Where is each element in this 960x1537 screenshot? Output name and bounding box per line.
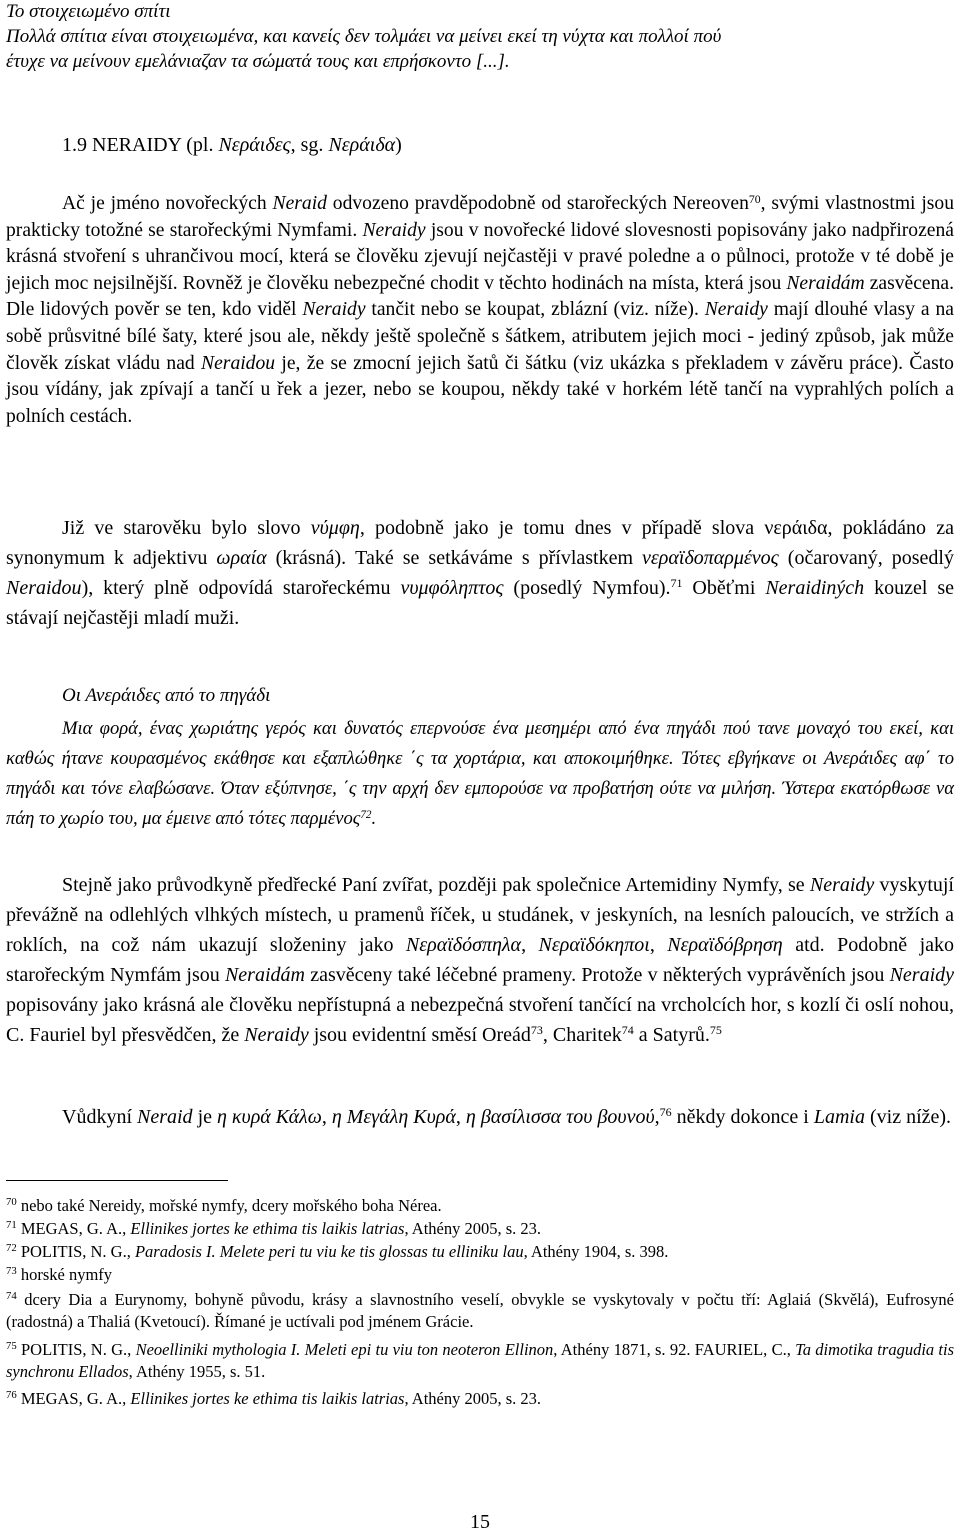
text-run: ), který plně odpovídá starořeckému (81, 577, 401, 599)
tale-text: . (371, 808, 377, 829)
italic-term: Neraidou (201, 352, 276, 374)
italic-term: Neraidy (302, 299, 366, 321)
footnote-number: 75 (6, 1339, 17, 1352)
text-run: , svými vlastnostmi jsou prakticky totožné se starořeckými Nymfami. (6, 193, 954, 241)
greek-term: νυμφόληπτος (400, 577, 504, 599)
page-number: 15 (470, 1511, 490, 1533)
italic-term: Neraid (272, 193, 327, 214)
footnote-ref: 72 (360, 808, 372, 821)
section-number: 1.9 (62, 134, 87, 156)
greek-term: Νεραϊδόβρηση (667, 934, 783, 956)
text-run: , (649, 934, 668, 956)
footnote-ref: 76 (659, 1105, 672, 1120)
footnote-text: dcery Dia a Eurynomy, bohyně původu, krásy a slavnostního veselí, obvykle se vyskytovaly v počtu tří: Aglaiá (Skvělá), Eufrosyné (radostná) a Thaliá (Kvetoucí). Římané je uctívali pod jménem Grácie. (6, 1290, 954, 1331)
italic-term: Neraidiných (765, 577, 865, 599)
footnote (6, 1195, 954, 1217)
text-run: jsou v novořecké lidové slovesnosti popisovány jako nadpřirozená krásná stvoření s uhrančivou mocí, která se člověku zjevují nejčastěji v pravé poledne a o půlnoci, protože v té době je jejich moc nejsilnější. Rovněž je člověku nebezpečné chodit v těchto hodinách na místa, která jsou (6, 219, 954, 294)
footnote-title: Ellinikes jortes ke ethima tis laikis latrias (130, 1219, 405, 1238)
text-run: odvozeno pravděpodobně od starořeckých Nereoven (326, 193, 749, 214)
footnote-ref: 73 (530, 1023, 543, 1038)
footnote (6, 1388, 954, 1410)
greek-term: Νεραϊδόσπηλα (405, 934, 522, 956)
section-singular: Νεράιδα (328, 134, 396, 156)
text-run: Již ve starověku bylo slovo (62, 517, 311, 539)
text-run: Stejně jako průvodkyně předřecké Paní zvířat, později pak společnice Artemidiny Nymfy, se (62, 874, 810, 896)
text-run: , podobně jako je tomu dnes v případě slova νεράιδα, pokládáno za synonymum k adjektivu (6, 517, 954, 569)
body-paragraph (6, 513, 954, 633)
text-run: je, že se zmocní jejich šatů či šátku (viz ukázka s překladem v závěru práce). Často jsou vídány, jak zpívají a tančí u řek a jezer, nebo se koupou, někdy také v horkém létě tančí na vyprahlých polích a polních cestách. (6, 352, 954, 427)
footnote-ref: 71 (670, 576, 683, 591)
greek-term: νύμφη (310, 517, 360, 539)
verse-line: Πολλά σπίτια είναι στοιχειωμένα, και κανείς δεν τολμάει να μείνει εκεί τη νύχτα και πολλοί πού (6, 26, 722, 47)
footnote-text: horské nymfy (16, 1265, 113, 1284)
text-run: , Charitek (542, 1024, 622, 1046)
footnote-ref: 75 (709, 1023, 722, 1038)
footnote-number: 74 (6, 1289, 17, 1302)
footnote-text: MEGAS, G. A., (16, 1219, 131, 1238)
section-heading (62, 134, 402, 157)
greek-term: Νεραϊδόκηποι (538, 934, 650, 956)
text-run: (očarovaný, posedlý (778, 547, 954, 569)
footnote-text: MEGAS, G. A., (16, 1389, 131, 1408)
footnote-number: 73 (6, 1264, 17, 1277)
section-title: NERAIDY (pl. (92, 134, 219, 156)
text-run: mají dlouhé vlasy a na sobě průsvitné bílé šaty, které jsou ale, někdy ještě společně s šátkem, atributem jejich moci - jediný způsob, jak může člověk získat vládu nad (6, 299, 954, 374)
footnote-text: POLITIS, N. G., (16, 1340, 136, 1359)
body-paragraph (6, 1102, 954, 1132)
text-run: Vůdkyní (62, 1106, 137, 1128)
footnote-title: Ta dimotika tragudia tis synchronu Ellados (6, 1340, 955, 1381)
greek-term: ωραία (216, 547, 267, 569)
footnote (6, 1264, 954, 1286)
text-run: atd. Podobně jako starořeckým Nymfám jsou (6, 934, 954, 986)
text-run: , (321, 1106, 332, 1128)
text-run: někdy dokonce i (671, 1106, 814, 1128)
section-sep: , sg. (290, 134, 329, 156)
greek-term: νεραϊδοπαρμένος (642, 547, 779, 569)
text-run: zasvěcena. Dle lidových pověr se ten, kdo viděl (6, 272, 954, 321)
italic-term: Neraidy (889, 964, 955, 986)
text-run: , (654, 1106, 660, 1128)
footnote-text: , Athény 2005, s. 23. (404, 1219, 542, 1238)
greek-term: η κυρά Κάλω (217, 1106, 322, 1128)
footnote-ref: 70 (748, 192, 761, 206)
body-paragraph (6, 870, 954, 1050)
footnote (6, 1218, 954, 1240)
text-run: Oběťmi (682, 577, 766, 599)
italic-term: Neraid (137, 1106, 193, 1128)
footnote-text: , Athény 1871, s. 92. FAURIEL, C., (553, 1340, 796, 1359)
footnote-number: 76 (6, 1388, 17, 1401)
body-paragraph (6, 191, 954, 430)
footnote-title: Neoelliniki mythologia I. Meleti epi tu viu ton neoteron Ellinon (135, 1340, 554, 1359)
text-run: Ač je jméno novořeckých (62, 193, 273, 214)
greek-term: η Μεγάλη Κυρά (331, 1106, 456, 1128)
footnote-separator (6, 1180, 228, 1181)
italic-term: Neraidám (786, 272, 865, 294)
text-run: popisovány jako krásná ale člověku nepřístupná a nebezpečná stvoření tančící na vrcholcích hor, s kozlí či oslí nohou, C. Fauriel byl přesvědčen, že (6, 994, 954, 1046)
text-run: je (192, 1106, 217, 1128)
italic-term: Neraidám (224, 964, 305, 986)
text-run: tančit nebo se koupat, zblázní (viz. níže). (365, 299, 705, 321)
footnote-ref: 74 (621, 1023, 634, 1038)
footnote-title: Paradosis I. Melete peri tu viu ke tis glossas tu elliniku lau (134, 1242, 524, 1261)
footnote-number: 71 (6, 1218, 17, 1231)
text-run: , (521, 934, 539, 956)
footnote-number: 70 (6, 1195, 17, 1208)
verse-title: Το στοιχειωμένο σπίτι (6, 1, 171, 22)
text-run: zasvěceny také léčebné prameny. Protože v některých vyprávěních jsou (304, 964, 890, 986)
text-run: kouzel se stávají nejčastěji mladí muži. (6, 577, 954, 629)
section-plural: Νεράιδες (218, 134, 291, 156)
italic-term: Neraidy (704, 299, 768, 321)
italic-term: Neraidy (244, 1024, 309, 1046)
section-close: ) (395, 134, 402, 156)
text-run: vyskytují převážně na odlehlých vlhkých místech, u pramenů říček, u studánek, v jeskyních, na lesních paloucích, ve stržích a roklích, na což nám ukazují složeniny jako (6, 874, 954, 956)
text-run: (krásná). Také se setkáváme s přívlastkem (266, 547, 643, 569)
italic-term: Neraidou (6, 577, 82, 599)
text-run: , (455, 1106, 466, 1128)
tale-body (6, 714, 954, 834)
text-run: (posedlý Nymfou). (503, 577, 671, 599)
text-run: (viz níže). (864, 1106, 952, 1128)
text-run: jsou evidentní směsí Oreád (308, 1024, 531, 1046)
italic-term: Neraidy (809, 874, 875, 896)
footnote (6, 1289, 954, 1333)
footnote-text: POLITIS, N. G., (16, 1242, 135, 1261)
italic-term: Lamia (813, 1106, 865, 1128)
footnote-text: , Athény 1904, s. 398. (523, 1242, 669, 1261)
verse-line: έτυχε να μείνουν εμελάνιαζαν τα σώματά τους και επρήσκοντο [...]. (6, 51, 510, 72)
greek-term: η βασίλισσα του βουνού (465, 1106, 655, 1128)
text-run: a Satyrů. (633, 1024, 710, 1046)
tale-text: Μια φορά, ένας χωριάτης γερός και δυνατός επερνούσε ένα μεσημέρι από ένα πηγάδι πού τανε μοναχό του εκεί, και καθώς ήτανε κουρασμένος εκάθησε και εξαπλώθηκε ΄ς τα χορτάρια, και αποκοιμήθηκε. Τότες εβγήκανε οι Ανεράιδες αφ΄ το πηγάδι και τόνε ελαβώσανε. Όταν εξύπνησε, ΄ς την αρχή δεν εμπορούσε να προβατήση ούτε να μιλήση. Ύστερα εκατόρθωσε να πάη το χωρίο του, μα έμεινε από τότες παρμένος (6, 718, 954, 829)
footnote-number: 72 (6, 1241, 17, 1254)
footnote (6, 1339, 954, 1383)
footnote-title: Ellinikes jortes ke ethima tis laikis latrias (130, 1389, 405, 1408)
footnote-text: , Athény 1955, s. 51. (128, 1362, 266, 1381)
footnote (6, 1241, 954, 1263)
footnote-text: nebo také Nereidy, mořské nymfy, dcery mořského boha Nérea. (16, 1196, 442, 1215)
footnote-text: , Athény 2005, s. 23. (404, 1389, 542, 1408)
italic-term: Neraidy (362, 219, 426, 241)
tale-title: Οι Ανεράιδες από το πηγάδι (62, 685, 271, 706)
